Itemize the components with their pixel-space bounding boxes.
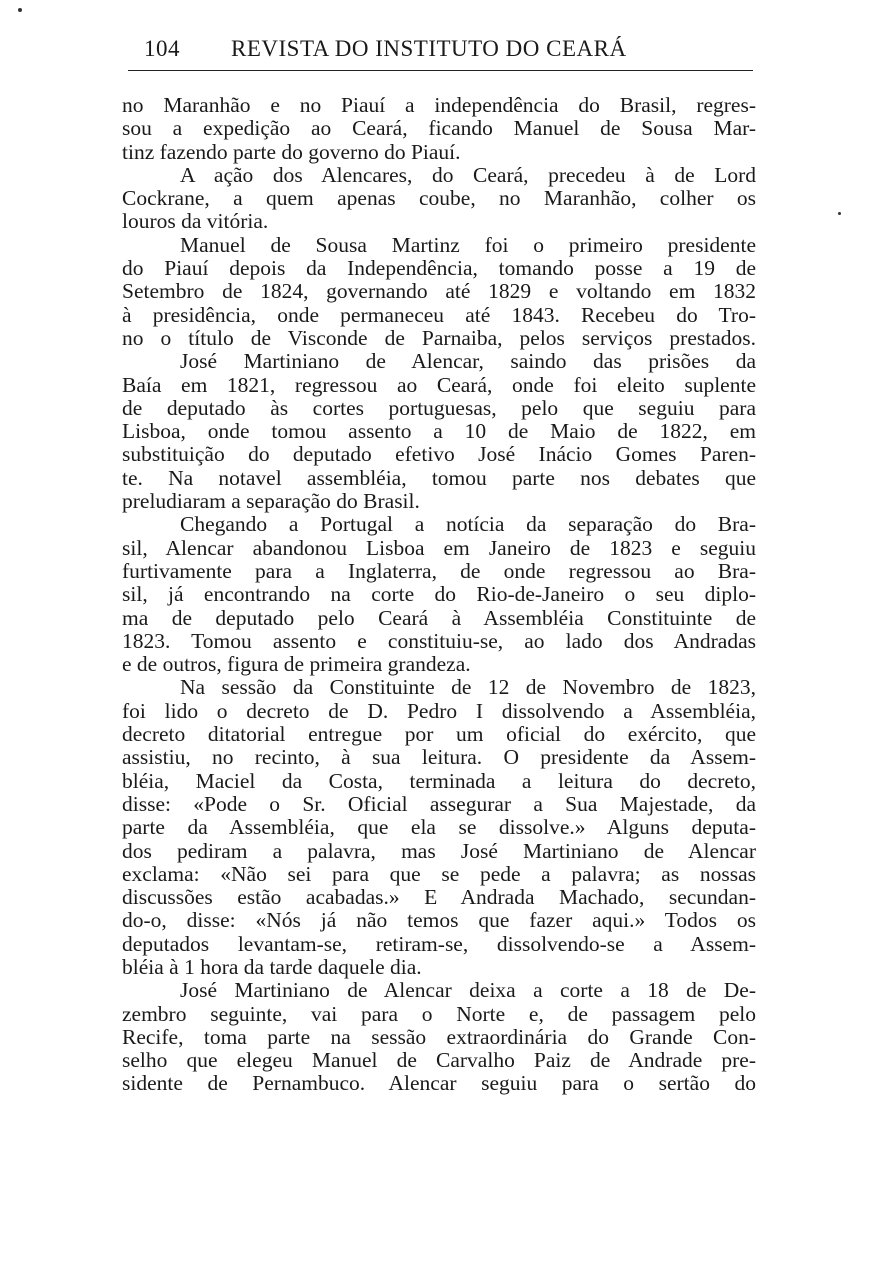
text-line: louros da vitória. [122, 209, 269, 234]
text-line: A ação dos Alencares, do Ceará, precedeu à de Lord [180, 162, 756, 187]
text-line: sil, já encontrando na corte do Rio-de-Janeiro o seu diplo- [122, 582, 756, 607]
text-line: José Martiniano de Alencar deixa a corte a 18 de De- [180, 978, 756, 1003]
text-line: de deputado às cortes portuguesas, pelo que seguiu para [122, 395, 756, 420]
text-line: sou a expedição ao Ceará, ficando Manuel de Sousa Mar- [122, 116, 756, 141]
text-line: disse: «Pode o Sr. Oficial assegurar a Sua Majestade, da [122, 791, 756, 816]
text-line: exclama: «Não sei para que se pede a palavra; as nossas [122, 861, 756, 886]
text-line: deputados levantam-se, retiram-se, dissolvendo-se a Assem- [122, 931, 756, 956]
text-line: selho que elegeu Manuel de Carvalho Paiz de Andrade pre- [122, 1048, 756, 1073]
text-line: sidente de Pernambuco. Alencar seguiu para o sertão do [122, 1071, 756, 1096]
running-title: REVISTA DO INSTITUTO DO CEARÁ [231, 36, 627, 61]
text-line: do-o, disse: «Nós já não temos que fazer aqui.» Todos os [122, 908, 756, 933]
text-line: Cockrane, a quem apenas coube, no Maranhão, colher os [122, 186, 756, 211]
text-line: no o título de Visconde de Parnaiba, pelos serviços prestados. [122, 325, 756, 350]
text-line: bléia, Maciel da Costa, terminada a leitura do decreto, [122, 768, 756, 793]
text-line: assistiu, no recinto, à sua leitura. O presidente da Assem- [122, 745, 756, 770]
text-line: e de outros, figura de primeira grandeza. [122, 652, 471, 677]
text-line: dos pediram a palavra, mas José Martiniano de Alencar [122, 838, 756, 863]
text-line: furtivamente para a Inglaterra, de onde regressou ao Bra- [122, 558, 756, 583]
text-line: sil, Alencar abandonou Lisboa em Janeiro de 1823 e seguiu [122, 535, 756, 560]
text-line: zembro seguinte, vai para o Norte e, de passagem pelo [122, 1001, 756, 1026]
page-number: 104 [144, 36, 180, 61]
text-line: bléia à 1 hora da tarde daquele dia. [122, 954, 422, 979]
text-line: no Maranhão e no Piauí a independência do Brasil, regres- [122, 93, 756, 117]
text-line: Baía em 1821, regressou ao Ceará, onde foi eleito suplente [122, 372, 756, 397]
text-line: decreto ditatorial entregue por um oficial do exército, que [122, 722, 756, 747]
scan-speck [838, 212, 841, 215]
text-line: substituição do deputado efetivo José Inácio Gomes Paren- [122, 442, 756, 467]
text-line: Recife, toma parte na sessão extraordinária do Grande Con- [122, 1024, 756, 1049]
text-line: parte da Assembléia, que ela se dissolve.» Alguns deputa- [122, 815, 756, 840]
text-line: te. Na notavel assembléia, tomou parte nos debates que [122, 465, 756, 490]
text-line: à presidência, onde permaneceu até 1843. Recebeu do Tro- [122, 302, 756, 327]
text-line: ma de deputado pelo Ceará à Assembléia Constituinte de [122, 605, 756, 630]
text-line: Setembro de 1824, governando até 1829 e voltando em 1832 [122, 279, 756, 304]
text-line: Na sessão da Constituinte de 12 de Novembro de 1823, [180, 675, 756, 700]
text-line: do Piauí depois da Independência, tomando posse a 19 de [122, 256, 756, 281]
scan-speck [18, 8, 22, 12]
page-header [128, 34, 753, 71]
text-line: Lisboa, onde tomou assento a 10 de Maio de 1822, em [122, 419, 756, 444]
body-text [122, 94, 756, 1096]
text-line: discussões estão acabadas.» E Andrada Machado, secundan- [122, 885, 756, 910]
text-line: preludiaram a separação do Brasil. [122, 489, 420, 514]
text-line: 1823. Tomou assento e constituiu-se, ao lado dos Andradas [122, 628, 756, 653]
text-line: José Martiniano de Alencar, saindo das prisões da [180, 349, 756, 374]
text-line: tinz fazendo parte do governo do Piauí. [122, 139, 461, 164]
text-line: Chegando a Portugal a notícia da separação do Bra- [180, 512, 756, 537]
text-line: Manuel de Sousa Martinz foi o primeiro presidente [180, 232, 756, 257]
text-line: foi lido o decreto de D. Pedro I dissolvendo a Assembléia, [122, 698, 756, 723]
